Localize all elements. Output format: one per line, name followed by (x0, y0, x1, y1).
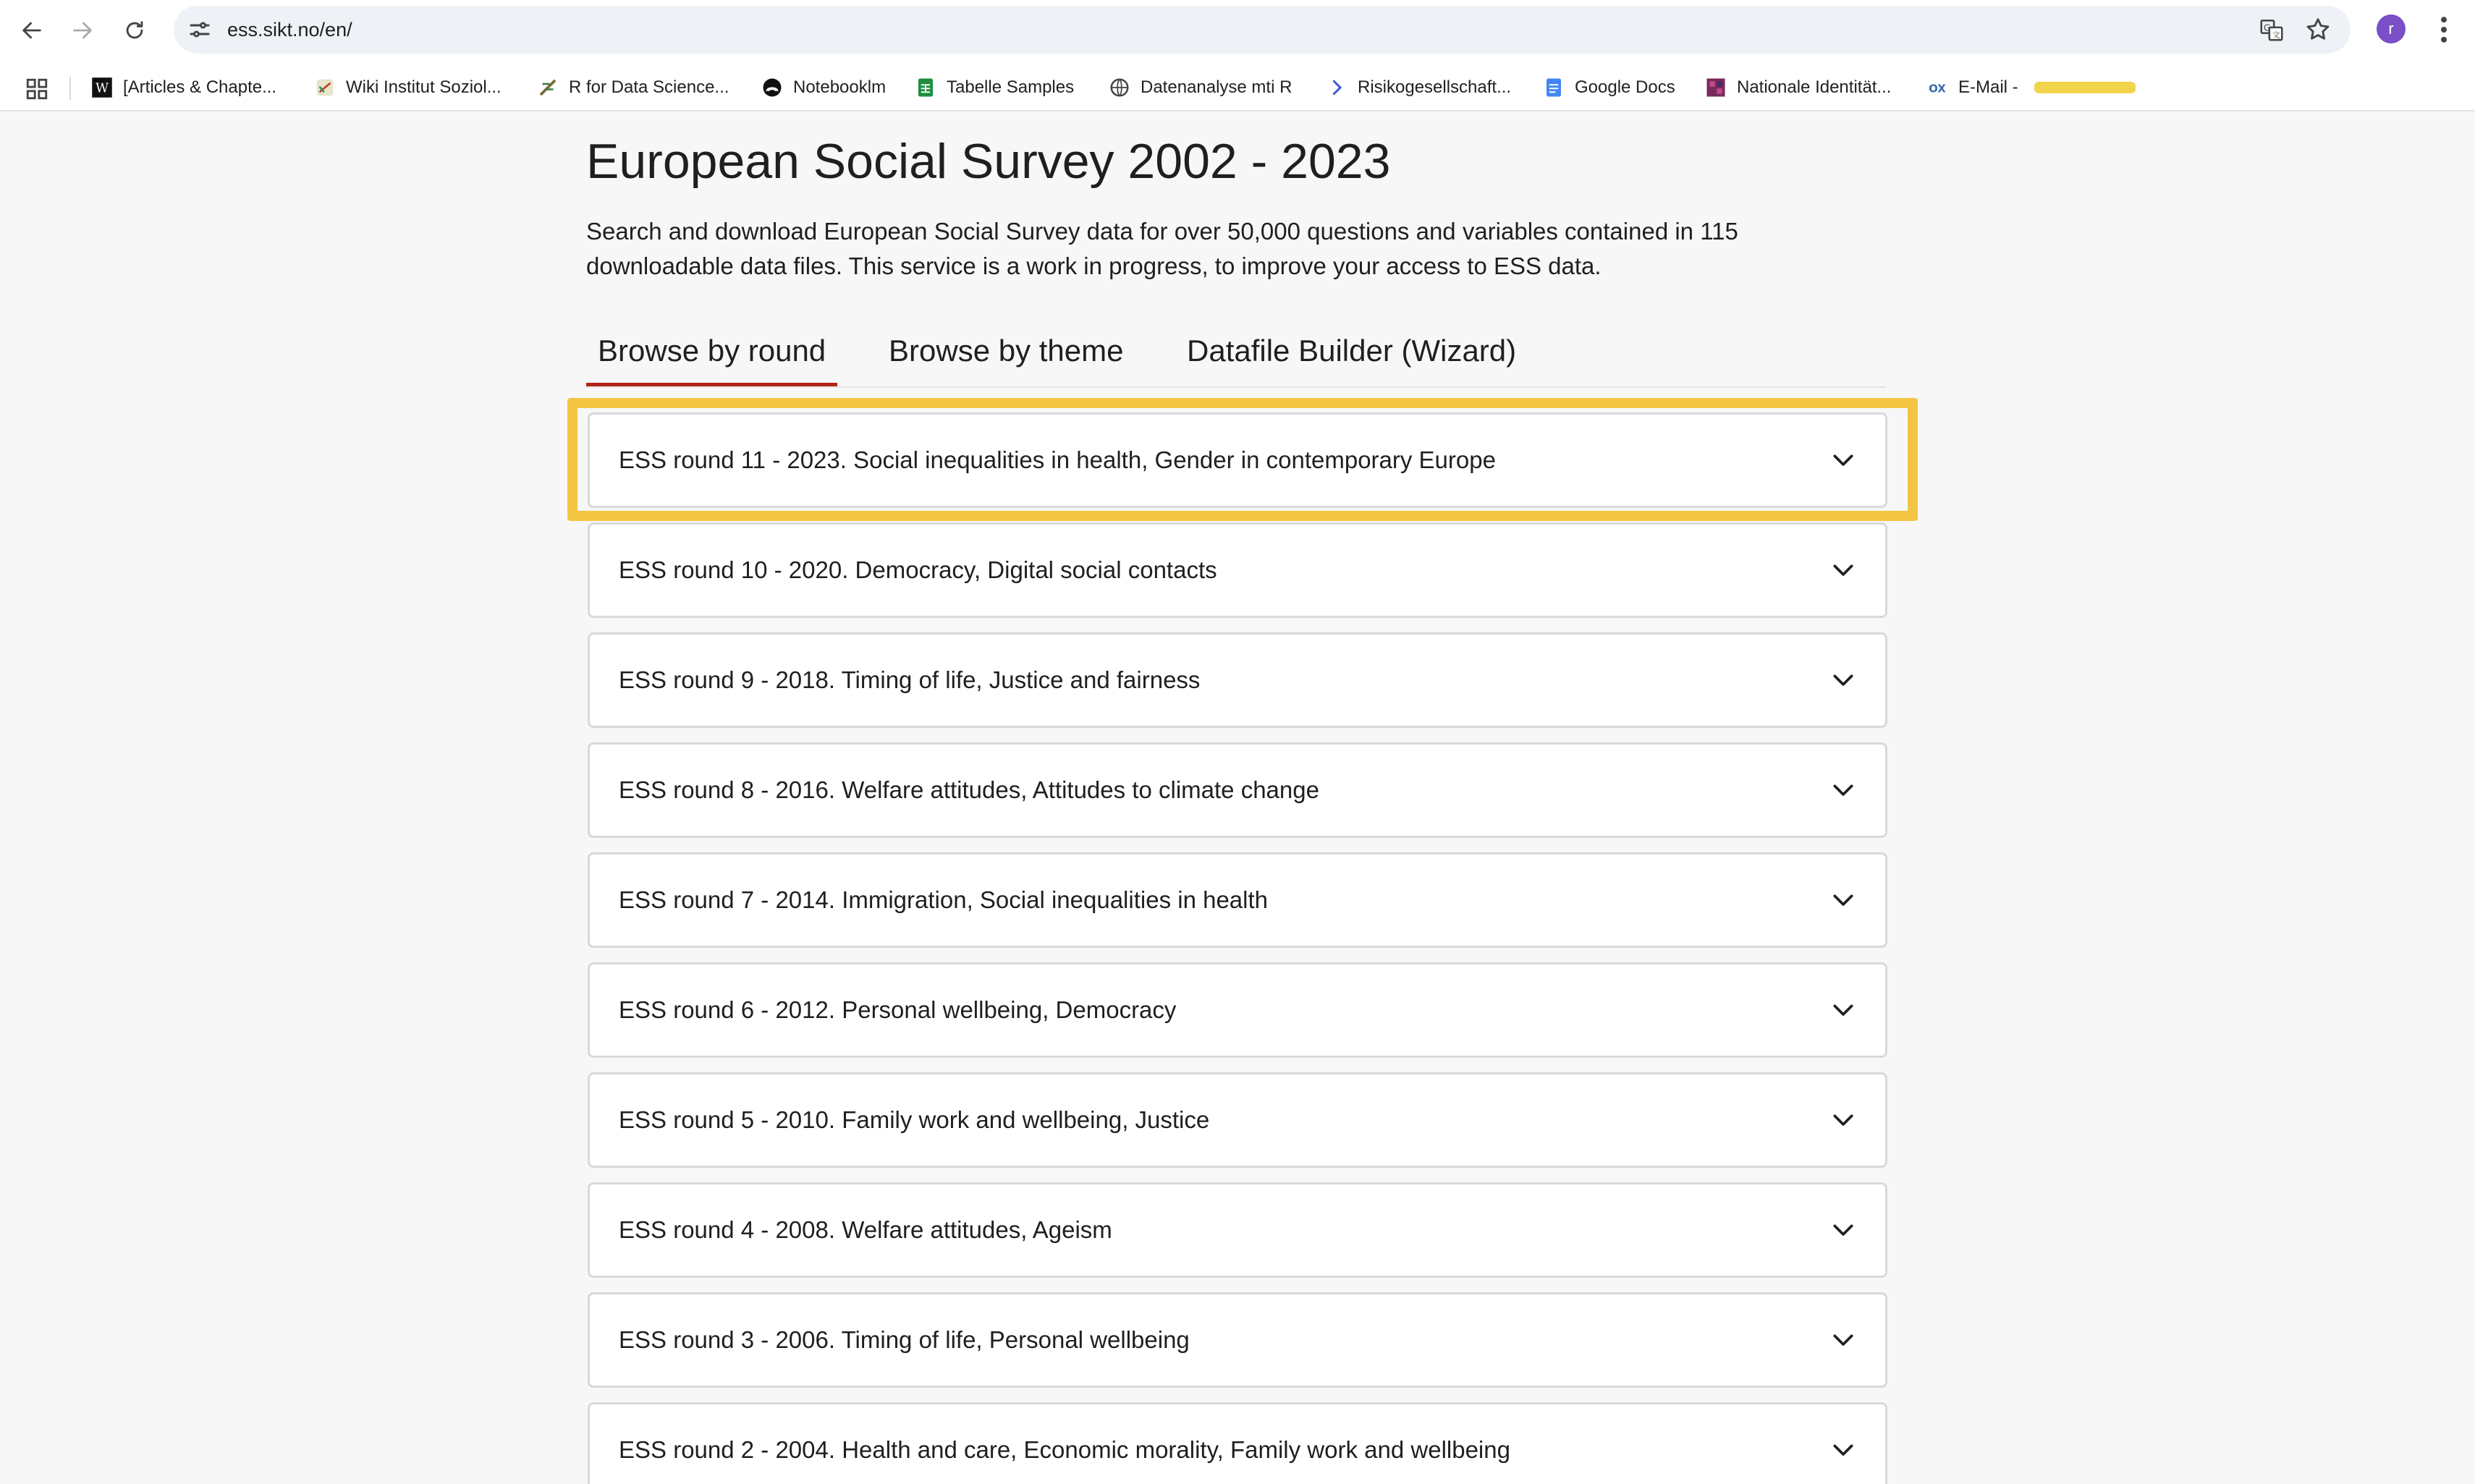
tab-browse-by-round[interactable]: Browse by round (586, 326, 837, 386)
bookmark-nationale-identitaet[interactable] (1705, 72, 1891, 103)
round-accordion-item[interactable] (588, 962, 1887, 1058)
round-title: ESS round 11 - 2023. Social inequalities in health, Gender in contemporary Europe (619, 446, 1496, 473)
round-accordion-item[interactable] (588, 742, 1887, 838)
bookmark-label: Notebooklm (793, 77, 887, 97)
perplexity-icon (1326, 77, 1348, 98)
bookmark-notebooklm[interactable] (761, 72, 886, 103)
chevron-down-icon[interactable] (1829, 996, 1858, 1025)
round-accordion-item[interactable] (588, 632, 1887, 728)
round-accordion-item[interactable] (588, 852, 1887, 948)
tab-bar (586, 326, 1886, 388)
arrow-left-icon (20, 18, 44, 43)
tab-browse-by-theme[interactable]: Browse by theme (889, 334, 1124, 368)
round-accordion-item[interactable] (588, 1402, 1887, 1484)
bookmarks-bar (0, 67, 2475, 109)
chevron-down-icon[interactable] (1829, 776, 1858, 805)
svg-text:OX: OX (1929, 82, 1946, 96)
browser-chrome (0, 0, 2475, 111)
back-button[interactable] (12, 10, 52, 51)
round-title: ESS round 2 - 2004. Health and care, Economic morality, Family work and wellbeing (619, 1436, 1510, 1463)
round-title: ESS round 5 - 2010. Family work and wellbeing, Justice (619, 1106, 1210, 1133)
bookmark-articles[interactable] (91, 72, 276, 103)
bookmark-label: R for Data Science... (569, 77, 729, 97)
bookmark-datenanalyse[interactable] (1109, 72, 1292, 103)
round-accordion-item[interactable] (588, 1292, 1887, 1388)
round-title: ESS round 7 - 2014. Immigration, Social inequalities in health (619, 886, 1269, 913)
round-accordion-item[interactable] (588, 522, 1887, 618)
bookmark-label: Tabelle Samples (947, 77, 1075, 97)
profile-avatar[interactable]: r (2377, 14, 2406, 43)
reload-icon (122, 18, 147, 43)
r-book-icon (537, 77, 559, 98)
page-title: European Social Survey 2002 - 2023 (586, 134, 1391, 189)
identity-icon (1705, 77, 1727, 98)
bookmark-risikogesellschaft[interactable] (1326, 72, 1511, 103)
bookmark-label: Risikogesellschaft... (1358, 77, 1512, 97)
bookmarks-separator (69, 77, 71, 100)
sheets-icon (915, 77, 936, 98)
forward-button[interactable] (62, 10, 103, 51)
chevron-down-icon[interactable] (1829, 1326, 1858, 1355)
bookmark-label: Google Docs (1575, 77, 1675, 97)
bookmark-tabelle-samples[interactable] (915, 72, 1074, 103)
bookmark-label: Wiki Institut Soziol... (346, 77, 502, 97)
bookmark-label: [Articles & Chapte... (123, 77, 277, 97)
address-bar[interactable] (174, 6, 2351, 54)
highlight-box (567, 398, 1918, 521)
bookmark-wiki-institut[interactable] (314, 72, 502, 103)
translate-icon[interactable] (2258, 16, 2285, 43)
round-title: ESS round 10 - 2020. Democracy, Digital social contacts (619, 556, 1217, 583)
svg-text:G: G (2263, 22, 2271, 33)
chevron-down-icon[interactable] (1829, 666, 1858, 695)
round-title: ESS round 8 - 2016. Welfare attitudes, Attitudes to climate change (619, 776, 1319, 803)
chevron-down-icon[interactable] (1829, 556, 1858, 585)
bookmark-email[interactable] (1926, 72, 2136, 103)
bookmark-r-for-data-science[interactable] (537, 72, 729, 103)
bookmark-label: E-Mail - (1958, 77, 2018, 97)
bookmark-label: Datenanalyse mti R (1141, 77, 1292, 97)
globe-icon (1109, 77, 1130, 98)
tab-datafile-builder[interactable]: Datafile Builder (Wizard) (1187, 334, 1517, 368)
svg-text:文: 文 (2272, 30, 2280, 41)
round-title: ESS round 4 - 2008. Welfare attitudes, Ageism (619, 1216, 1112, 1243)
wiki-institut-icon (314, 77, 336, 98)
round-accordion-item[interactable] (588, 1072, 1887, 1168)
notebooklm-icon (761, 77, 783, 98)
round-title: ESS round 3 - 2006. Timing of life, Personal wellbeing (619, 1326, 1190, 1353)
intro-text: Search and download European Social Survey data for over 50,000 questions and variables contained in 115 downloadable data files. This service is a work in progress, to improve your access to ESS data. (586, 218, 1738, 279)
redaction-mark (2034, 82, 2136, 93)
more-menu-icon[interactable] (2433, 13, 2455, 46)
docs-icon (1543, 77, 1565, 98)
url-text[interactable]: ess.sikt.no/en/ (227, 19, 352, 41)
bookmark-google-docs[interactable] (1543, 72, 1675, 103)
chevron-down-icon[interactable] (1829, 1216, 1858, 1245)
site-settings-icon[interactable] (187, 17, 213, 43)
reload-button[interactable] (114, 10, 155, 51)
chevron-down-icon[interactable] (1829, 1436, 1858, 1465)
apps-grid-icon[interactable] (25, 77, 49, 101)
arrow-right-icon (70, 18, 95, 43)
round-title: ESS round 6 - 2012. Personal wellbeing, Democracy (619, 996, 1177, 1023)
bookmark-star-icon[interactable] (2304, 16, 2332, 43)
chevron-down-icon[interactable] (1829, 886, 1858, 915)
chevron-down-icon[interactable] (1829, 1106, 1858, 1135)
bookmark-label: Nationale Identität... (1737, 77, 1892, 97)
ox-mail-icon (1926, 77, 1948, 98)
wikipedia-icon (91, 77, 113, 98)
round-title: ESS round 9 - 2018. Timing of life, Justice and fairness (619, 666, 1201, 693)
round-accordion-item[interactable] (588, 1182, 1887, 1278)
svg-text:W: W (96, 81, 109, 96)
